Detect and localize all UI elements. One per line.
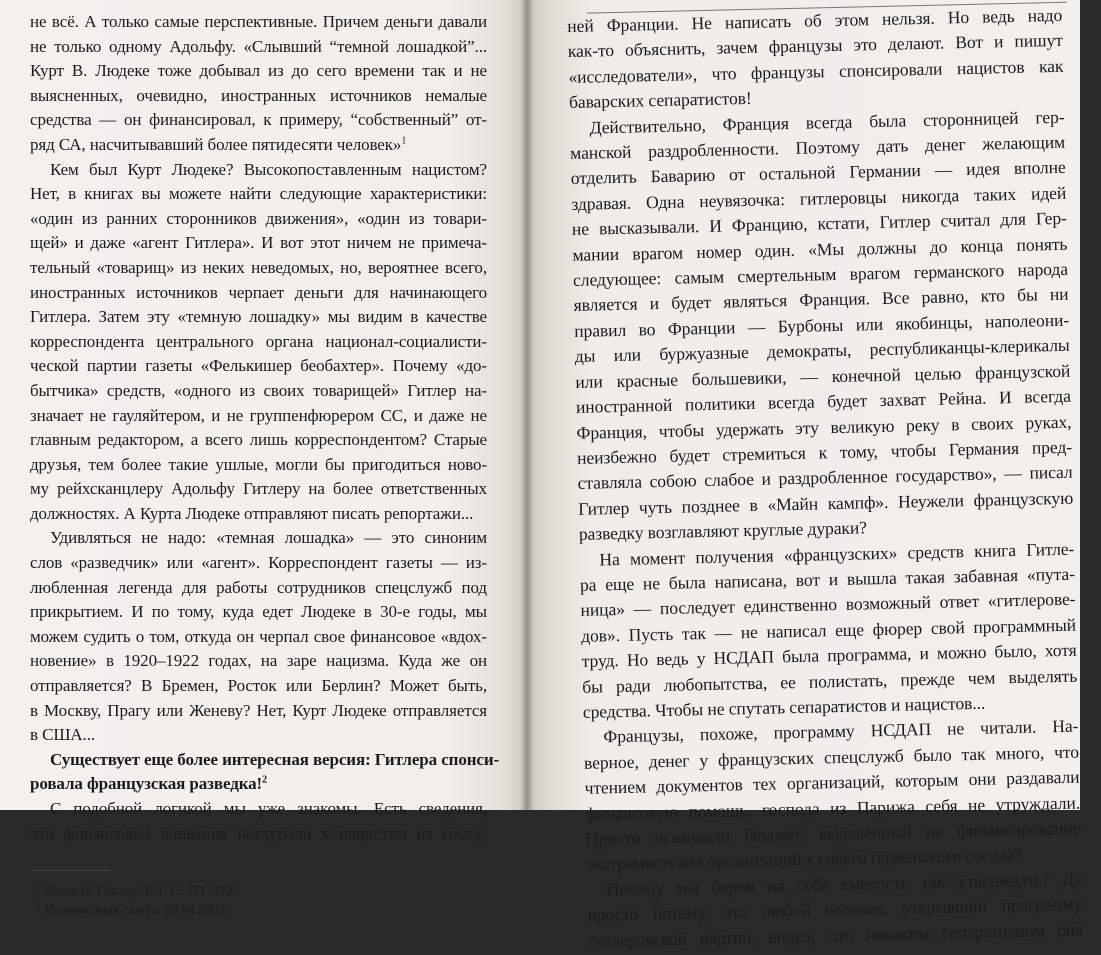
text-line [30, 182, 487, 207]
text-line-content: гитлеровской партии, видел, что никаким сепаратизмом она [587, 919, 1084, 951]
text-line-content: Гитлер чуть позднее в «Майн кампф». Неужели французскую [578, 487, 1074, 519]
text-line-content: слов «разведчик» или «агент». Корреспондент газеты — из- [30, 553, 487, 573]
footnote [30, 900, 487, 919]
text-line [30, 748, 500, 773]
text-line [30, 576, 487, 601]
text-line [30, 281, 487, 306]
text-line-content: Просто осваивали бюджет, выделенный на финансирование [585, 817, 1081, 849]
text-line-content: бы ради любопытства, ее полистать, прежде чем выделять [582, 665, 1078, 697]
text-line-content: «один из ранних сторонников движения», «один из товари- [30, 208, 487, 228]
text-line-content: манской раздробленности. Поэтому дать денег желающим [569, 131, 1066, 164]
footnote-reference: 2 [262, 774, 268, 786]
text-line-content: неизбежно будет стремиться к тому, чтобы Германия пред- [576, 436, 1073, 468]
text-line-content: Действительно, Франция всегда была сторонницей гер- [589, 106, 1065, 138]
text-line-content: Нет, в книгах вы можете найти следующие характеристики: [30, 184, 487, 204]
text-line [30, 404, 487, 429]
text-line [30, 674, 487, 699]
text-line-content: любленная легенда для работы сотрудников спецслужб под [30, 577, 487, 597]
text-line-content: отделить Баварию от остальной Германии — идея вполне [570, 157, 1066, 189]
text-line-content: баварских сепаратистов! [568, 88, 752, 113]
right-page-text [567, 3, 1083, 954]
text-line-content: здравая. Одна неувязочка: гитлеровцы никогда таких идей [571, 182, 1067, 214]
text-line [30, 133, 487, 158]
text-line [30, 772, 487, 797]
text-line-content: что финансовые вливания поступали к нацистам из сосед- [30, 823, 487, 843]
text-line [30, 600, 487, 625]
text-line [30, 477, 487, 502]
text-line [30, 797, 487, 822]
text-line-content: просто потому, что любой человек, открывший программу [587, 893, 1083, 926]
text-line [30, 699, 487, 724]
text-line-content: На момент получения «французских» средств книга Гитле- [599, 538, 1075, 569]
text-line-content: правил во Франции — Бурбоны или якобинцы, наполеони- [573, 309, 1070, 341]
text-line-content: тельный «товарищ» из неких неведомых, но, вероятнее всего, [30, 257, 487, 277]
text-line [30, 625, 487, 650]
text-line-content: Почему мы берем на себя смелость так утверждать? Да [606, 868, 1082, 900]
text-line-content: или красные большевики, — конечной целью французской [575, 360, 1071, 392]
text-line-content: верное, денег у французских спецслужб было так много, что [583, 741, 1080, 773]
text-line [30, 108, 487, 133]
text-line [30, 428, 487, 453]
text-line [30, 649, 487, 674]
text-line [30, 551, 487, 576]
text-line-content: труд. Но ведь у НСДАП была программа, и можно было, хотя [581, 639, 1077, 672]
text-line [30, 59, 487, 84]
text-line [30, 84, 487, 109]
text-line-content: Французы, похоже, программу НСДАП не читали. На- [603, 716, 1079, 747]
text-line-content: средства — он финансировал, к примеру, “собственный” от- [30, 110, 487, 130]
text-line-content: ческой партии газеты «Фелькишер беобахтер». Почему «до- [30, 356, 487, 376]
text-line-content: Существует еще более интересная версия: Гитлера спонси- [50, 749, 500, 769]
text-line [30, 207, 487, 232]
footnote-rule [32, 870, 110, 871]
text-line [30, 305, 487, 330]
text-line-content: Франция, чтобы удержать эту великую реку в своих руках, [576, 411, 1072, 443]
text-line-content: экстремистских организаций у своего германского соседа? [586, 844, 1022, 875]
right-page [525, 0, 1084, 951]
text-line-content: новение» в 1920–1922 годах, на заре нацизма. Куда же он [30, 651, 487, 671]
text-line [30, 256, 487, 281]
left-page [0, 0, 525, 918]
text-line-content: ряд СА, насчитывавший более пятидесяти человек» [30, 134, 402, 154]
text-line [30, 502, 487, 527]
text-line-content: чтением документов тех организаций, которым они раздавали [584, 766, 1080, 799]
text-line-content: в США... [30, 725, 95, 745]
text-line-content: должностях. А Курта Людеке отправляют писать репортажи... [30, 503, 474, 523]
text-line-content: Гитлера. Затем эту «темную лошадку» мы видим в качестве [30, 307, 487, 327]
footnote-author: Фест И. [44, 883, 94, 899]
text-line [30, 35, 487, 60]
text-line-content: Курт В. Людеке тоже добывал из до сего времени так и не [30, 61, 487, 81]
text-line-content: Кем был Курт Людеке? Высокопоставленным нацистом? [50, 159, 487, 179]
text-line-content: отправляется? В Бремен, Росток или Берлин? Может быть, [30, 676, 487, 696]
text-line [30, 330, 487, 355]
footnote-reference: 1 [401, 135, 407, 147]
text-line-content: прикрытием. И по тому, куда едет Людеке в 30-е годы, мы [30, 602, 487, 622]
text-line-content: Удивляться не надо: «темная лошадка» — это синоним [50, 528, 487, 548]
text-line [30, 723, 487, 748]
footnote-number: 1 [36, 881, 41, 892]
footnotes [30, 881, 487, 919]
text-line [30, 231, 487, 256]
text-line-content: корреспондента центрального органа национал-социалисти- [30, 331, 487, 351]
text-line-content: как-то объяснить, зачем французы это делают. Вот и пишут [567, 30, 1063, 62]
text-line-content: ра еще не была написана, вот и вышла такая забавная «пута- [579, 563, 1076, 595]
text-line-content: «исследователи», что французы спонсировали нацистов как [568, 55, 1064, 87]
text-line-content: можем судить о том, откуда он черпал свое финансовое «вдох- [30, 626, 487, 646]
text-line-content: ней Франции. Не написать об этом нельзя. Но ведь надо [567, 4, 1063, 37]
text-line [30, 10, 487, 35]
text-line-content: С подобной логикой мы уже знакомы. Есть сведения, [50, 799, 487, 818]
text-line-content: главным редактором, а всего лишь корреспондентом? Старые [30, 430, 487, 450]
text-line-content: ница» — последует единственно возможный ответ «гитлерове- [580, 589, 1076, 621]
text-line-content: дов». Пусть так — не написал еще фюрер свой программный [580, 614, 1077, 646]
text-line-content: следующее: самым смертельным врагом германского народа [572, 258, 1069, 291]
text-line-content: мании врагом номер один. «Мы должны до конца понять [572, 233, 1068, 265]
text-line [30, 453, 487, 478]
text-line [30, 526, 487, 551]
text-line-content: выясненных, очевидно, иностранных источников немалые [30, 85, 487, 105]
text-line-content: ставляла собою слабое и раздробленное государство», — писал [577, 462, 1073, 494]
left-page-text [30, 10, 500, 846]
text-line-content: является и будет являться Франция. Все равно, кто бы ни [573, 284, 1069, 316]
text-line [30, 379, 487, 404]
footnote-text: Гитлер. Т. 1. С. 271–272. [93, 883, 237, 899]
text-line-content: ровала французская разведка! [30, 774, 263, 794]
text-line [30, 354, 487, 379]
text-line-content: иностранной политики всегда будет захват Рейна. И всегда [575, 385, 1072, 418]
text-line-content: иностранных источников черпает деньги для начинающего [30, 282, 487, 302]
text-line-content: не высказывали. И Францию, кстати, Гитлер считал для Гер- [571, 208, 1067, 240]
text-line-content: щей» и даже «агент Гитлера». И вот этот ничем не примеча- [30, 233, 487, 253]
footnote-text: Независимая газета. 29.04.2005. [44, 902, 229, 918]
text-line-content: ды или буржуазные демократы, республиканцы-клерикалы [574, 335, 1070, 367]
text-line-content: значает не гауляйтером, и не группенфюрером СС, и даже не [30, 405, 487, 425]
text-line-content: разведку возглавляют круглые дураки? [578, 517, 868, 545]
text-line-content: средства. Чтобы не спутать сепаратистов и нацистов... [582, 692, 986, 722]
text-line-content: финансовую помощь, господа из Парижа себя не утруждали. [584, 792, 1081, 824]
text-line-content: друзья, тем более такие ушлые, могли бы пригодиться ново- [30, 454, 487, 474]
text-line-content: му рейхсканцлеру Адольфу Гитлеру на более ответственных [30, 479, 487, 499]
footnote-number: 2 [36, 900, 41, 911]
text-line [30, 822, 487, 847]
text-line-content: не только одному Адольфу. «Слывший “темной лошадкой”... [30, 36, 487, 56]
text-line-content: бытчика» средств, «одного из своих товарищей» Гитлер на- [30, 380, 487, 400]
text-line-content: не всё. А только самые перспективные. Причем деньги давали [30, 12, 487, 31]
text-line [30, 158, 487, 183]
footnote [30, 881, 487, 900]
text-line-content: в Москву, Прагу или Женеву? Нет, Курт Людеке отправляется [30, 700, 487, 720]
